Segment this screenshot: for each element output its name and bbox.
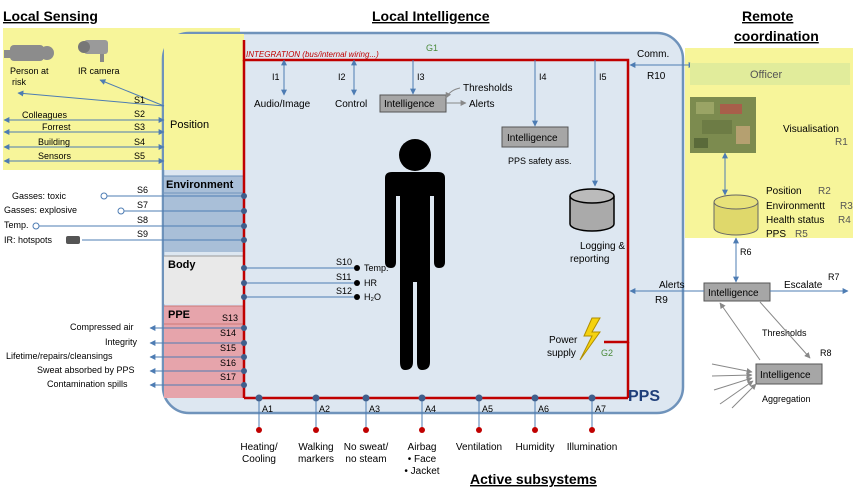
actuator-label: • Face [407, 454, 437, 465]
aggregation-intelligence-label: Intelligence [760, 370, 811, 381]
ppe-label-integrity: Integrity [105, 337, 138, 347]
actuator-code: A6 [538, 404, 550, 414]
ppe-s14: S14 [220, 328, 237, 338]
person-at-risk-icon [4, 45, 54, 61]
ppe-label-lifetime: Lifetime/repairs/cleansings [6, 351, 113, 361]
actuator-label: Illumination [566, 442, 618, 453]
remote-thresholds-label: Thresholds [762, 328, 807, 338]
actuator-end-node [589, 427, 595, 433]
power-g2: G2 [601, 348, 614, 358]
actuator-node [256, 395, 263, 402]
signal-label-building: Building [38, 137, 71, 147]
actuator-label: No sweat/ [343, 442, 389, 453]
section-position: Position [170, 119, 210, 131]
input-label-audio: Audio/Image [254, 99, 311, 110]
env-s6: S6 [137, 185, 149, 195]
actuator-node [313, 395, 320, 402]
env-label-temp: Temp. [4, 220, 29, 230]
actuator-node [419, 395, 426, 402]
input-i2: I2 [338, 72, 346, 82]
actuator-code: A3 [369, 404, 381, 414]
logging-label-1: Logging & [580, 241, 626, 252]
visualisation-r1: R1 [835, 137, 848, 148]
actuator-end-node [256, 427, 262, 433]
db-r4: R4 [838, 215, 851, 226]
section-ppe: PPE [168, 309, 191, 321]
db-r2: R2 [818, 186, 831, 197]
section-body: Body [168, 259, 196, 271]
power-label-1: Power [549, 335, 578, 346]
env-s7: S7 [137, 200, 149, 210]
ppe-label-sweat: Sweat absorbed by PPS [37, 365, 135, 375]
env-s8: S8 [137, 215, 149, 225]
actuator-code: A1 [262, 404, 274, 414]
actuator-code: A4 [425, 404, 437, 414]
actuator-node [532, 395, 539, 402]
heading-local-intelligence: Local Intelligence [372, 8, 490, 24]
heading-remote-line1: Remote [742, 8, 794, 24]
actuator-code: A7 [595, 404, 607, 414]
ppe-label-compressed: Compressed air [70, 322, 134, 332]
actuator-label: • Jacket [404, 466, 440, 477]
remote-alerts-label: Alerts [659, 280, 685, 291]
actuator-end-node [419, 427, 425, 433]
comm-label: Comm. [637, 49, 670, 60]
visualisation-label: Visualisation [783, 124, 839, 135]
actuator-label: Airbag [407, 442, 437, 453]
local-thresholds-label: Thresholds [463, 83, 513, 94]
local-intelligence-label: Intelligence [384, 99, 435, 110]
signal-s4: S4 [134, 137, 146, 147]
aggregation-label: Aggregation [762, 394, 811, 404]
power-label-2: supply [547, 348, 576, 359]
signal-label-forrest: Forrest [42, 122, 71, 132]
body-s12: S12 [336, 286, 353, 296]
section-environment: Environment [166, 179, 234, 191]
officer-label: Officer [750, 69, 783, 81]
db-pps: PPS [766, 229, 787, 240]
logging-database-icon [570, 189, 614, 231]
db-environment: Environmentt [766, 201, 825, 212]
logging-label-2: reporting [570, 254, 610, 265]
remote-r8: R8 [820, 348, 832, 358]
pps-intelligence-label: Intelligence [507, 133, 558, 144]
input-i5: I5 [599, 72, 607, 82]
db-health: Health status [766, 215, 825, 226]
actuator-end-node [476, 427, 482, 433]
remote-intelligence-label: Intelligence [708, 288, 759, 299]
actuator-label: Walking [298, 442, 334, 453]
heading-local-sensing: Local Sensing [3, 8, 98, 24]
body-s10: S10 [336, 257, 353, 267]
local-alerts-label: Alerts [469, 99, 495, 110]
actuator-node [363, 395, 370, 402]
remote-r6: R6 [740, 247, 752, 257]
actuator-node [589, 395, 596, 402]
actuator-label: Ventilation [455, 442, 503, 453]
input-i3: I3 [417, 72, 425, 82]
comm-r10: R10 [647, 71, 666, 82]
actuator-code: A5 [482, 404, 494, 414]
person-label-1: Person at [10, 66, 49, 76]
escalate-r7: R7 [828, 272, 840, 282]
signal-s5: S5 [134, 151, 146, 161]
body-label-temp: Temp. [364, 263, 389, 273]
ppe-s15: S15 [220, 343, 237, 353]
remote-database-icon [714, 195, 758, 235]
body-s11: S11 [336, 272, 352, 282]
heading-active-subsystems: Active subsystems [470, 471, 597, 487]
signal-s2: S2 [134, 109, 146, 119]
ppe-s13: S13 [222, 313, 239, 323]
db-position: Position [766, 186, 802, 197]
env-s9: S9 [137, 229, 149, 239]
actuator-label: markers [297, 454, 335, 465]
env-label-hotspots: IR: hotspots [4, 235, 53, 245]
actuator-node [476, 395, 483, 402]
input-i1: I1 [272, 72, 280, 82]
signal-label-sensors: Sensors [38, 151, 72, 161]
position-band [164, 34, 244, 170]
db-r5: R5 [795, 229, 808, 240]
ppe-label-contamination: Contamination spills [47, 379, 128, 389]
heading-remote-line2: coordination [734, 28, 819, 44]
satellite-map-icon [690, 97, 756, 153]
integration-g1: G1 [426, 43, 439, 53]
input-i4: I4 [539, 72, 547, 82]
input-label-control: Control [335, 99, 368, 110]
actuator-label: Heating/ [240, 442, 278, 453]
ppe-s17: S17 [220, 372, 237, 382]
ppe-s16: S16 [220, 358, 237, 368]
env-label-toxic: Gasses: toxic [12, 191, 67, 201]
actuator-end-node [532, 427, 538, 433]
escalate-label: Escalate [784, 280, 823, 291]
actuator-end-node [313, 427, 319, 433]
ir-camera-label: IR camera [78, 66, 120, 76]
integration-label: INTEGRATION (bus/internal wiring...) [246, 50, 379, 59]
actuator-code: A2 [319, 404, 331, 414]
signal-label-colleagues: Colleagues [22, 110, 68, 120]
signal-s3: S3 [134, 122, 146, 132]
actuator-label: no steam [345, 454, 387, 465]
body-label-hr: HR [364, 278, 377, 288]
actuator-end-node [363, 427, 369, 433]
db-r3: R3 [840, 201, 853, 212]
pps-label: PPS [628, 388, 661, 405]
body-label-h2o: H₂O [364, 292, 381, 302]
remote-r9: R9 [655, 295, 668, 306]
person-label-2: risk [12, 77, 26, 87]
env-label-explosive: Gasses: explosive [4, 205, 78, 215]
actuator-label: Humidity [515, 442, 555, 453]
actuator-label: Cooling [242, 454, 276, 465]
pps-safety-label: PPS safety ass. [508, 156, 572, 166]
signal-s1: S1 [134, 95, 146, 105]
